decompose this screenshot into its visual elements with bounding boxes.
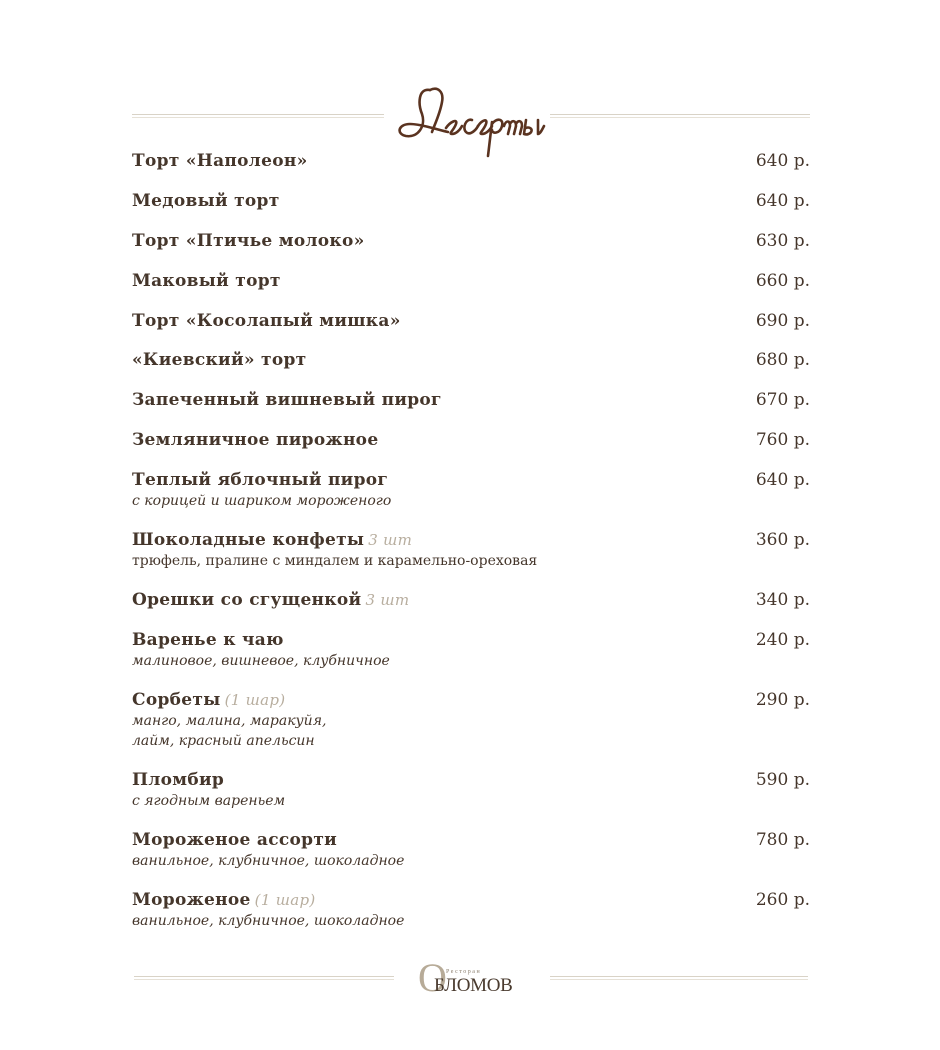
menu-item [132,190,810,212]
item-name: Мороженое [132,890,251,910]
item-price: 260 р. [755,890,810,910]
footer [132,955,810,1000]
item-name-row [132,589,810,611]
item-name: Маковый торт [132,271,281,291]
item-price: 660 р. [755,271,810,291]
item-name: Теплый яблочный пирог [132,470,389,490]
item-name: Орешки со сгущенкой [132,590,362,610]
footer-rule-left [134,976,394,980]
menu-item [132,270,810,292]
item-price: 240 р. [755,630,810,650]
item-name-row [132,889,810,911]
logo-initial: О [418,955,447,1000]
item-name: Медовый торт [132,191,280,211]
item-price: 640 р. [755,470,810,490]
item-description: трюфель, пралине с миндалем и карамельно-ореховая [132,553,538,569]
menu-page [132,0,810,1050]
item-name: Торт «Наполеон» [132,151,308,171]
item-price: 340 р. [755,590,810,610]
item-price: 690 р. [755,311,810,331]
item-name: Торт «Птичье молоко» [132,231,365,251]
item-quantity: (1 шар) [254,891,316,909]
item-quantity: 3 шт [368,531,413,549]
item-name: Торт «Косолапый мишка» [132,311,401,331]
item-price: 680 р. [755,350,810,370]
menu-item [132,769,810,811]
item-price: 670 р. [755,390,810,410]
header-rule-right [550,114,810,118]
item-description: манго, малина, маракуйя, [132,713,327,729]
item-name: Земляничное пирожное [132,430,379,450]
item-description: с корицей и шариком мороженого [132,493,392,509]
item-price: 640 р. [755,191,810,211]
item-description: малиновое, вишневое, клубничное [132,653,390,669]
item-description: с ягодным вареньем [132,793,286,809]
menu-item [132,349,810,371]
menu-item [132,689,810,751]
menu-item [132,230,810,252]
item-name-row [132,689,810,711]
section-title [388,78,552,158]
header-rule-left [132,114,384,118]
item-quantity: 3 шт [365,591,410,609]
footer-rule-right [550,976,808,980]
item-description: ванильное, клубничное, шоколадное [132,913,405,929]
item-price: 780 р. [755,830,810,850]
item-name-row [132,529,810,551]
item-price: 590 р. [755,770,810,790]
item-name: Запеченный вишневый пирог [132,390,442,410]
logo-wordmark: БЛОМОВ [434,975,513,996]
item-price: 630 р. [755,231,810,251]
item-name: Пломбир [132,770,225,790]
script-title-icon [388,78,552,158]
item-name: Сорбеты [132,690,221,710]
logo-subtitle: Ресторан [446,969,482,975]
item-name: Варенье к чаю [132,630,284,650]
item-quantity: (1 шар) [224,691,286,709]
item-price: 290 р. [755,690,810,710]
item-description: ванильное, клубничное, шоколадное [132,853,405,869]
item-price: 760 р. [755,430,810,450]
menu-item [132,150,810,172]
item-description-line2: лайм, красный апельсин [132,733,315,749]
item-price: 360 р. [755,530,810,550]
item-name: Шоколадные конфеты [132,530,365,550]
item-name: «Киевский» торт [132,350,307,370]
item-name: Мороженое ассорти [132,830,338,850]
menu-item [132,629,810,671]
menu-item [132,429,810,451]
menu-item [132,589,810,611]
menu-item [132,310,810,332]
menu-item [132,829,810,871]
restaurant-logo [414,955,530,1000]
menu-item [132,389,810,411]
section-header [132,78,810,158]
menu-item [132,529,810,571]
menu-item [132,469,810,511]
item-price: 640 р. [755,151,810,171]
menu-item [132,889,810,931]
